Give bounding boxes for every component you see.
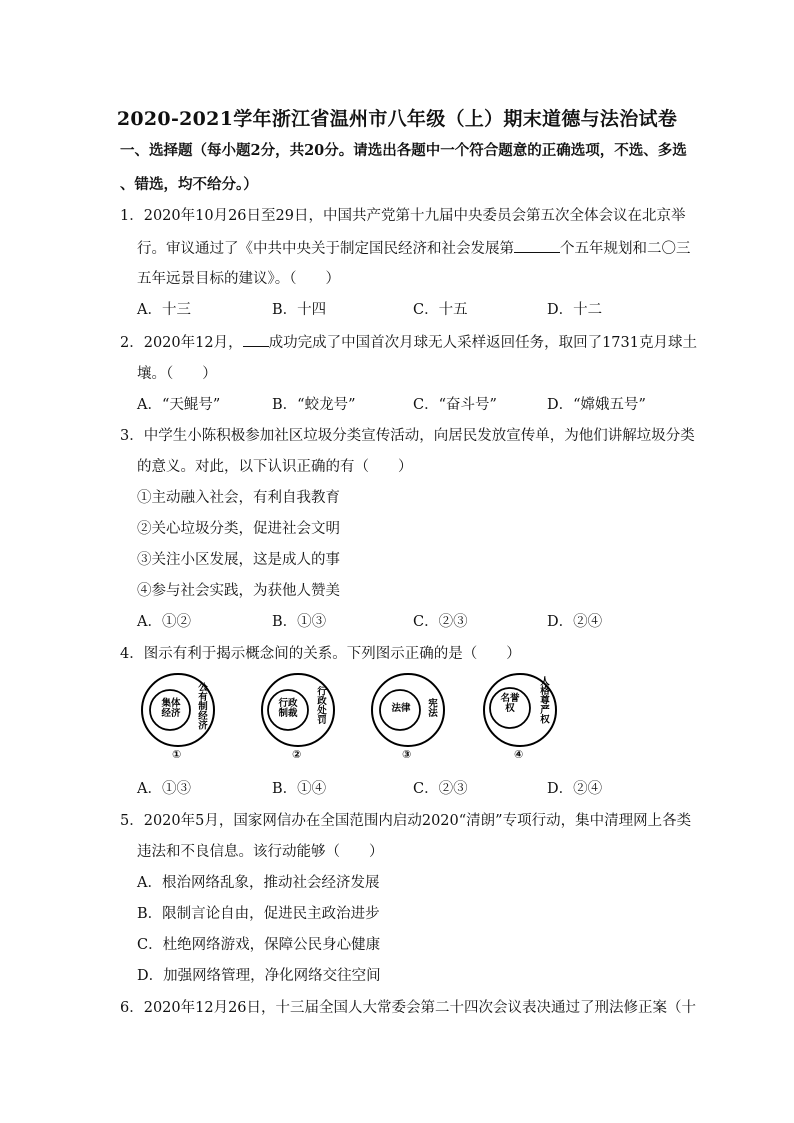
- q1-option-d: D．十二: [547, 302, 603, 318]
- q1-blank: [514, 238, 560, 253]
- q1-option-b: B．十四: [272, 302, 327, 318]
- q1-line2: [137, 238, 691, 259]
- q6-line1: 6．2020年12月26日，十三届全国人大常委会第二十四次会议表决通过了刑法修正案（十: [120, 1000, 697, 1016]
- q4-option-d: D．②④: [547, 781, 603, 797]
- q3-option-a: A．①②: [137, 614, 191, 630]
- q5-option-c: C．杜绝网络游戏，保障公民身心健康: [137, 937, 381, 953]
- q1-line2-end: 个五年规划和二〇三: [560, 241, 691, 257]
- diagram-3-number: ③: [402, 748, 412, 761]
- diagram-3-circles: [370, 672, 460, 767]
- diagram-3: [370, 672, 460, 767]
- diagram-2-number: ②: [292, 748, 302, 761]
- section-heading-line2: 、错选，均不给分。）: [120, 176, 258, 193]
- q2-line2: 壤。（ ）: [137, 366, 217, 382]
- q3-option-d: D．②④: [547, 614, 603, 630]
- q2-line1: [120, 332, 697, 353]
- q5-line2: 违法和不良信息。该行动能够（ ）: [137, 844, 384, 860]
- q5-line1: 5．2020年5月，国家网信办在全国范围内启动2020“清朗”专项行动，集中清理网上各类: [120, 813, 692, 829]
- diagram-2-inner-label: 行政制裁: [278, 698, 298, 719]
- diagram-1-inner-label: 集体经济: [161, 698, 181, 719]
- diagram-1: [140, 672, 230, 767]
- diagram-4-number: ④: [514, 748, 524, 761]
- q2-option-c: C．“奋斗号”: [413, 397, 497, 413]
- q5-option-a: A．根治网络乱象，推动社会经济发展: [137, 875, 380, 891]
- q3-option-c: C．②③: [413, 614, 468, 630]
- q2-option-d: D．“嫦娥五号”: [547, 397, 646, 413]
- diagram-3-inner-label: 法律: [391, 703, 411, 714]
- diagram-4-circles: [482, 672, 572, 767]
- concept-diagrams: [130, 672, 560, 772]
- q3-item-2: ②关心垃圾分类，促进社会文明: [137, 521, 340, 537]
- q5-option-d: D．加强网络管理，净化网络交往空间: [137, 968, 381, 984]
- q4-option-c: C．②③: [413, 781, 468, 797]
- q2-line1-start: 2．2020年12月，: [120, 335, 243, 351]
- section-heading-line1: 一、选择题（每小题2分，共20分。请选出各题中一个符合题意的正确选项，不选、多选: [120, 142, 687, 159]
- q2-option-a: A．“天鲲号”: [137, 397, 221, 413]
- q3-item-4: ④参与社会实践，为获他人赞美: [137, 583, 340, 599]
- q3-line1: 3．中学生小陈积极参加社区垃圾分类宣传活动，向居民发放宣传单，为他们讲解垃圾分类: [120, 428, 695, 444]
- diagram-4-outer-label: 人格尊严权: [538, 676, 549, 724]
- q3-item-3: ③关注小区发展，这是成人的事: [137, 552, 340, 568]
- q4-option-b: B．①④: [272, 781, 327, 797]
- q1-line1: 1．2020年10月26日至29日，中国共产党第十九届中央委员会第五次全体会议在北京举: [120, 208, 686, 224]
- q2-blank: [243, 332, 269, 347]
- q1-line2-start: 行。审议通过了《中共中央关于制定国民经济和社会发展第: [137, 241, 514, 257]
- diagram-1-circles: [140, 672, 230, 767]
- q1-line3: 五年远景目标的建议》。（ ）: [137, 271, 340, 287]
- diagram-1-outer-label: 公有制经济: [196, 682, 207, 730]
- q4-line1: 4．图示有利于揭示概念间的关系。下列图示正确的是（ ）: [120, 646, 521, 662]
- q5-option-b: B．限制言论自由，促进民主政治进步: [137, 906, 380, 922]
- diagram-2: [260, 672, 350, 767]
- diagram-3-outer-label: 宪法: [426, 698, 437, 717]
- q1-option-a: A．十三: [137, 302, 191, 318]
- q3-line2: 的意义。对此，以下认识正确的有（ ）: [137, 459, 413, 475]
- q2-option-b: B．“蛟龙号”: [272, 397, 356, 413]
- diagram-2-outer-label: 行政处罚: [315, 686, 326, 724]
- diagram-4: [482, 672, 572, 767]
- diagram-1-number: ①: [172, 748, 182, 761]
- diagram-2-circles: [260, 672, 350, 767]
- q3-option-b: B．①③: [272, 614, 327, 630]
- q4-option-a: A．①③: [137, 781, 191, 797]
- q1-option-c: C．十五: [413, 302, 468, 318]
- diagram-4-inner-label: 名誉权: [500, 693, 520, 714]
- q3-item-1: ①主动融入社会，有利自我教育: [137, 490, 340, 506]
- page-title: 2020-2021学年浙江省温州市八年级（上）期末道德与法治试卷: [116, 108, 678, 130]
- q2-line1-end: 成功完成了中国首次月球无人采样返回任务，取回了1731克月球土: [268, 335, 697, 351]
